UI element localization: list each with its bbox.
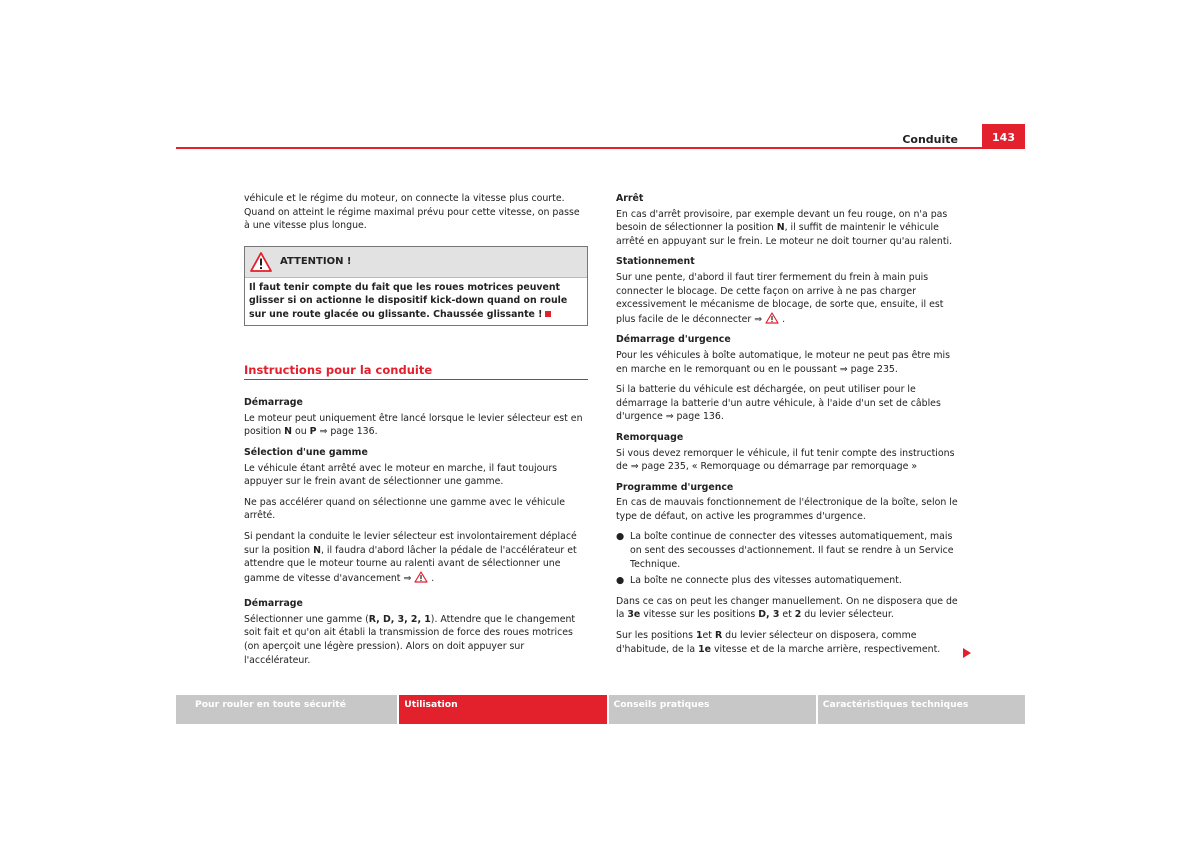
stationnement-paragraph — [616, 271, 962, 326]
heading-remorquage: Remorquage — [616, 431, 684, 443]
list-item — [616, 574, 962, 588]
demarrage2-paragraph — [244, 613, 588, 667]
page-number: 143 — [982, 124, 1025, 148]
gamme-paragraph-2: Ne pas accélérer quand on sélectionne une gamme avec le véhicule arrêté. — [244, 496, 565, 522]
text: , il suffit de maintenir le véhicule arrêté en appuyant sur le frein. Le moteur ne doit tourner qu'au ralenti. — [616, 222, 953, 247]
footer-nav — [176, 695, 1025, 724]
text: Le moteur peut uniquement être lancé lorsque le levier sélecteur est en position — [244, 412, 583, 438]
bold-text: R — [714, 630, 723, 642]
gamme-paragraph-1: Le véhicule étant arrêté avec le moteur en marche, il faut toujours appuyer sur le frein avant de sélectionner une gamme. — [244, 462, 558, 488]
programme-paragraph-1: En cas de mauvais fonctionnement de l'électronique de la boîte, selon le type de défaut, on active les programmes d'urgence. — [616, 497, 958, 522]
text: La boîte ne connecte plus des vitesses automatiquement. — [630, 575, 902, 587]
text: et — [779, 609, 795, 621]
heading-arret: Arrêt — [616, 193, 644, 204]
text: et — [702, 630, 715, 642]
heading-demarrage-urgence: Démarrage d'urgence — [616, 334, 731, 346]
heading-demarrage: Démarrage — [244, 397, 303, 409]
warning-header — [245, 247, 587, 278]
text: Dans ce cas on peut les changer manuellement. On ne disposera que de la — [616, 595, 958, 621]
text: En cas d'arrêt provisoire, par exemple devant un feu rouge, on n'a pas besoin de sélectionner la position — [616, 208, 948, 234]
programme-paragraph-2 — [616, 595, 962, 622]
heading-selection-gamme: Sélection d'une gamme — [244, 446, 368, 458]
text: . — [428, 572, 435, 584]
tab-conseils[interactable]: Conseils pratiques — [609, 695, 816, 724]
text: Sur une pente, d'abord il faut tirer fermement du frein à main puis connecter le blocage. De cette façon on arrive à ne pas charger excessivement le mécanisme de blocage, de sorte que, ensuite, il est plus facile de le déconnecter ⇒ — [616, 271, 944, 325]
text: ). Attendre que le changement soit fait et qu'on ait établi la transmission de force des roues motrices (on aperçoit une légère pression). Alors on doit appuyer sur l'accélérateur. — [244, 613, 576, 666]
arret-paragraph — [616, 208, 962, 249]
warning-text: Il faut tenir compte du fait que les roues motrices peuvent glisser si on actionne le dispositif kick-down quand on roule sur une route glacée ou glissante. Chaussée glissante ! — [249, 281, 568, 320]
demarrage-paragraph — [244, 412, 588, 439]
bullet-icon: ● — [616, 575, 625, 587]
page-reference-link[interactable]: ⇒ page 136. — [316, 426, 378, 438]
left-column — [244, 192, 588, 674]
warning-triangle-icon — [250, 252, 272, 272]
tab-caracteristiques[interactable]: Caractéristiques techniques — [818, 695, 1025, 724]
bold-text: R, D, 3, 2, 1 — [368, 613, 431, 625]
bullet-icon: ● — [616, 531, 625, 543]
warning-title: ATTENTION ! — [280, 255, 352, 267]
text: Sélectionner une gamme ( — [244, 613, 369, 625]
heading-stationnement: Stationnement — [616, 256, 695, 268]
text: La boîte continue de connecter des vitesses automatiquement, mais on sent des secousses d'actionnement. Il faut se rendre à un Service Technique. — [630, 531, 954, 570]
bold-text: N — [776, 222, 785, 234]
tab-securite[interactable]: Pour rouler en toute sécurité — [176, 695, 397, 724]
bold-text: N — [313, 544, 321, 556]
bold-text: 3e — [627, 609, 641, 621]
text: vitesse et de la marche arrière, respectivement. — [711, 643, 941, 655]
bold-text: N — [284, 426, 292, 438]
chapter-title: Conduite — [902, 133, 958, 146]
text: du levier sélecteur on disposera, comme d'habitude, de la — [616, 630, 917, 655]
bold-text: P — [309, 426, 317, 438]
right-column — [616, 192, 962, 663]
list-item — [616, 530, 962, 571]
arrow-right-icon[interactable] — [963, 648, 971, 658]
bold-text: 1 — [695, 630, 703, 642]
warning-triangle-icon[interactable] — [765, 312, 779, 324]
header-rule — [176, 147, 1025, 149]
stop-square-icon — [545, 311, 551, 317]
warning-triangle-icon[interactable] — [414, 571, 428, 583]
text: ou — [291, 426, 310, 438]
urgence-paragraph-1: Pour les véhicules à boîte automatique, le moteur ne peut pas être mis en marche en le remorquant ou en le poussant ⇒ page 235. — [616, 349, 951, 375]
tab-utilisation[interactable]: Utilisation — [399, 695, 606, 724]
text: Sur les positions — [616, 630, 696, 642]
gamme-paragraph-3 — [244, 530, 588, 585]
section-title: Instructions pour la conduite — [244, 364, 588, 381]
warning-body — [245, 278, 587, 325]
programme-paragraph-3 — [616, 629, 962, 656]
remorquage-paragraph: Si vous devez remorquer le véhicule, il fut tenir compte des instructions de ⇒ page 235, « Remorquage ou démarrage par remorquage » — [616, 447, 955, 473]
bold-text: D, 3 — [758, 609, 780, 621]
bold-text: 1e — [698, 643, 711, 655]
bold-text: 2 — [794, 609, 802, 621]
intro-paragraph: véhicule et le régime du moteur, on connecte la vitesse plus courte. Quand on atteint le régime maximal prévu pour cette vitesse, on passe à une vitesse plus longue. — [244, 193, 580, 232]
text: . — [779, 313, 786, 325]
heading-programme-urgence: Programme d'urgence — [616, 481, 734, 493]
text: du levier sélecteur. — [801, 609, 894, 621]
text: , il faudra d'abord lâcher la pédale de l'accélérateur et attendre que le moteur tourne au ralenti avant de sélectionner une gamme de vitesse d'avancement ⇒ — [244, 544, 577, 584]
heading-demarrage-2: Démarrage — [244, 598, 303, 610]
text: Si pendant la conduite le levier sélecteur est involontairement déplacé sur la position — [244, 530, 577, 556]
text: vitesse sur les positions — [640, 609, 759, 621]
warning-box — [244, 246, 588, 326]
urgence-paragraph-2: Si la batterie du véhicule est déchargée, on peut utiliser pour le démarrage la batterie d'un autre véhicule, à l'aide d'un set de câbles d'urgence ⇒ page 136. — [616, 384, 941, 423]
